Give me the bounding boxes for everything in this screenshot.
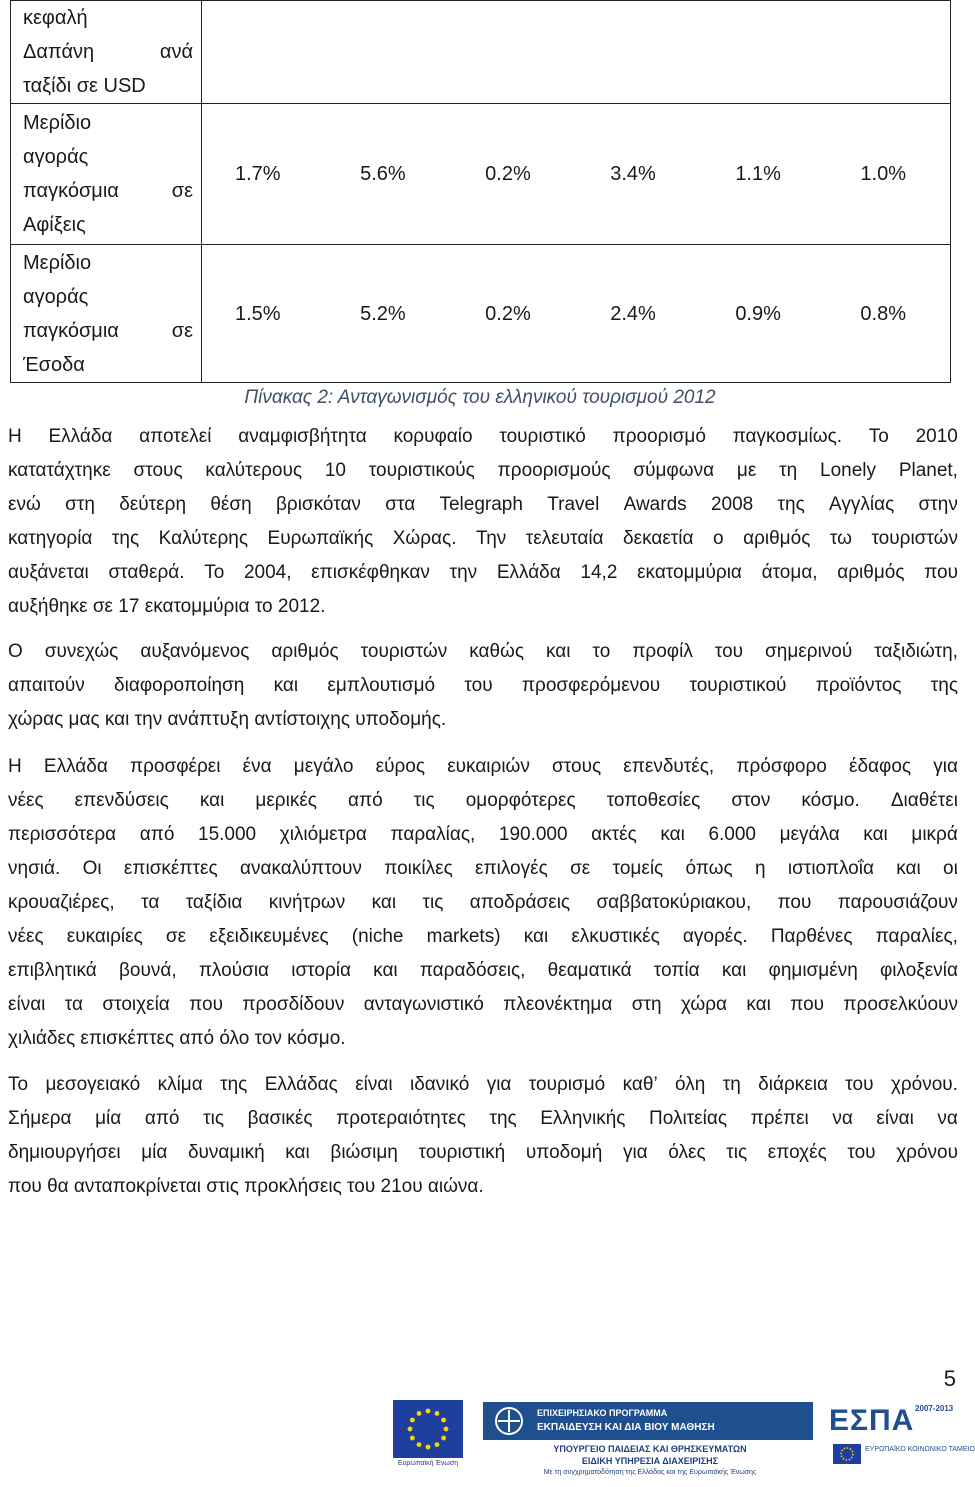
row-label-text: παγκόσμια	[23, 180, 119, 202]
paragraph-line: απαιτούν διαφοροποίηση και εμπλουτισμό του προσφερόμενου τουριστικού προϊόντος της	[8, 675, 958, 696]
program-line1: ΕΠΙΧΕΙΡΗΣΙΑΚΟ ΠΡΟΓΡΑΜΜΑ	[537, 1408, 668, 1418]
eu-logo	[385, 1400, 471, 1476]
table-cell-value: 1.1%	[735, 163, 781, 185]
row-label-text: αγοράς	[23, 285, 89, 308]
eu-star-icon	[435, 1411, 440, 1416]
eu-star-icon	[435, 1442, 440, 1447]
row-label-line	[23, 69, 193, 103]
row-label-text: σε	[171, 319, 193, 342]
body-paragraph	[8, 1068, 958, 1204]
cofinance-note: Με τη συγχρηματοδότηση της Ελλάδας και της Ευρωπαϊκής Ένωσης	[543, 1469, 757, 1476]
program-line2: ΕΚΠΑΙΔΕΥΣΗ ΚΑΙ ΔΙΑ ΒΙΟΥ ΜΑΘΗΣΗ	[537, 1422, 715, 1433]
paragraph-line: νέες επενδύσεις και μερικές από τις ομορφότερες τοποθεσίες στον κόσμο. Διαθέτει	[8, 790, 958, 811]
row-label	[11, 1, 202, 104]
paragraph-line: κρουαζιέρες, τα ταξίδια κινήτρων και τις αποδράσεις σαββατοκύριακου, που παρουσιάζουν	[8, 892, 958, 913]
row-label	[11, 245, 202, 383]
eu-star-icon	[417, 1442, 422, 1447]
row-label-line	[23, 1, 193, 35]
table-row	[11, 104, 951, 245]
paragraph-line: Ο συνεχώς αυξανόμενος αριθμός τουριστών καθώς και το προφίλ του σημερινού ταξιδιώτη,	[8, 641, 958, 662]
paragraph-line: αυξάνεται σταθερά. Το 2004, επισκέφθηκαν την Ελλάδα 14,2 εκατομμύρια άτομα, αριθμός που	[8, 562, 958, 583]
paragraph-line: Η Ελλάδα προσφέρει ένα μεγάλο εύρος ευκαιριών στους επενδυτές, πρόσφορο έδαφος για	[8, 756, 958, 777]
espa-logo	[825, 1400, 975, 1482]
row-values	[202, 1, 951, 104]
agency-name: ΕΙΔΙΚΗ ΥΠΗΡΕΣΙΑ ΔΙΑΧΕΙΡΙΣΗΣ	[581, 1456, 719, 1466]
eu-stars-icon	[833, 1444, 861, 1464]
row-values	[202, 245, 951, 383]
table-row	[11, 245, 951, 383]
paragraph-line: είναι τα στοιχεία που προσδίδουν ανταγωνιστικό πλεονέκτημα στη χώρα και που προσελκύουν	[8, 994, 958, 1015]
table-cell-value: 2.4%	[610, 302, 656, 325]
eu-star-icon	[441, 1418, 446, 1423]
espa-years: 2007-2013	[915, 1404, 954, 1413]
row-label-text: παγκόσμια	[23, 319, 119, 342]
row-label-text: Μερίδιο	[23, 251, 92, 274]
footer-logos	[385, 1398, 975, 1484]
competition-table	[10, 0, 951, 383]
eu-star-icon	[426, 1409, 431, 1414]
row-label	[11, 104, 202, 245]
page-number: 5	[943, 1366, 956, 1391]
row-label-text: Έσοδα	[23, 353, 85, 376]
paragraph-line: Το μεσογειακό κλίμα της Ελλάδας είναι ιδανικό για τουρισμό καθ’ όλη τη διάρκεια του χρόνου.	[8, 1074, 958, 1095]
table-cell-value: 5.2%	[360, 302, 406, 325]
eu-star-icon	[410, 1418, 415, 1423]
row-label-text: Αφίξεις	[23, 214, 86, 236]
table-cell-value: 1.5%	[235, 302, 281, 325]
espa-title: ΕΣΠΑ	[829, 1404, 915, 1437]
eu-star-icon	[417, 1411, 422, 1416]
row-label-line	[23, 106, 193, 140]
table-cell-value: 0.2%	[485, 163, 531, 185]
row-label-line	[23, 348, 193, 382]
eu-star-icon	[426, 1445, 431, 1450]
program-banner	[483, 1402, 813, 1440]
eu-star-icon	[410, 1436, 415, 1441]
row-label-line	[23, 35, 193, 69]
row-label-line	[23, 246, 193, 280]
eu-star-icon	[441, 1436, 446, 1441]
paragraph-line: δημιουργήσει μία δυναμική και βιώσιμη τουριστική υποδομή για όλες τις εποχές του χρόνου	[8, 1142, 958, 1163]
table-caption: Πίνακας 2: Ανταγωνισμός του ελληνικού τουρισμού 2012	[244, 387, 716, 408]
row-label-text: Δαπάνη	[23, 41, 95, 63]
paragraph-line: περισσότερα από 15.000 χιλιόμετρα παραλίας, 190.000 ακτές και 6.000 μεγάλα και μικρά	[8, 824, 958, 845]
paragraph-line: ενώ στη δεύτερη θέση βρισκόταν στα Telegraph Travel Awards 2008 της Αγγλίας στην	[8, 494, 958, 515]
paragraph-line: χιλιάδες επισκέπτες από όλο τον κόσμο.	[8, 1028, 346, 1049]
row-label-line	[23, 208, 193, 242]
paragraph-line: επιβλητικά βουνά, πλούσια ιστορία και παραδόσεις, θεαματικά τοπία και φημισμένη φιλοξενία	[8, 960, 958, 981]
eu-star-icon	[444, 1427, 449, 1432]
body-paragraph	[8, 635, 958, 737]
program-logo	[483, 1402, 813, 1480]
table-cell-value: 0.8%	[860, 302, 906, 325]
table-row	[11, 1, 951, 104]
row-label-text: ανά	[159, 41, 193, 63]
table-cell-value: 5.6%	[360, 163, 406, 185]
paragraph-line: κατατάχτηκε στους καλύτερους 10 τουριστικούς προορισμούς σύμφωνα με τη Lonely Planet,	[8, 460, 958, 481]
row-values	[202, 104, 951, 245]
row-label-text: Μερίδιο	[23, 112, 92, 134]
ministry-name: ΥΠΟΥΡΓΕΙΟ ΠΑΙΔΕΙΑΣ ΚΑΙ ΘΡΗΣΚΕΥΜΑΤΩΝ	[553, 1444, 747, 1454]
greek-emblem-icon	[489, 1405, 529, 1437]
paragraph-line: νησιά. Οι επισκέπτες ανακαλύπτουν ποικίλες επιλογές σε τομείς όπως η ιστιοπλοΐα και οι	[8, 858, 958, 879]
row-label-line	[23, 314, 193, 348]
row-label-text: κεφαλή	[23, 7, 88, 29]
table-cell-value: 1.0%	[860, 163, 906, 185]
table-cell-value: 0.2%	[485, 302, 531, 325]
row-label-line	[23, 174, 193, 208]
body-paragraph	[8, 750, 958, 1056]
table-cell-value: 3.4%	[610, 163, 656, 185]
paragraph-line: Σήμερα μία από τις βασικές προτεραιότητες της Ελληνικής Πολιτείας πρέπει να είναι να	[8, 1108, 958, 1129]
eu-flag-icon	[393, 1400, 463, 1458]
paragraph-line: χώρας μας και την ανάπτυξη αντίστοιχης υποδομής.	[8, 709, 447, 730]
eu-star-icon	[408, 1427, 413, 1432]
table-cell-value: 1.7%	[235, 163, 281, 185]
paragraph-line: που θα ανταποκρίνεται στις προκλήσεις του 21ου αιώνα.	[8, 1176, 484, 1197]
paragraph-line: Η Ελλάδα αποτελεί αναμφισβήτητα κορυφαίο τουριστικό προορισμό παγκοσμίως. Το 2010	[8, 426, 958, 447]
paragraph-line: αυξήθηκε σε 17 εκατομμύρια το 2012.	[8, 596, 326, 617]
row-label-text: ταξίδι σε USD	[23, 75, 146, 97]
row-label-line	[23, 280, 193, 314]
eu-caption: Ευρωπαϊκή Ένωση	[397, 1460, 459, 1467]
paragraph-line: κατηγορία της Καλύτερης Ευρωπαϊκής Χώρας. Την τελευταία δεκαετία ο αριθμός τω τουριστών	[8, 528, 958, 549]
table-cell-value: 0.9%	[735, 302, 781, 325]
paragraph-line: νέες ευκαιρίες σε εξειδικευμένες (niche markets) και ελκυστικές αγορές. Παρθένες παραλίες,	[8, 926, 958, 947]
espa-sub1: ΕΥΡΩΠΑΪΚΟ ΚΟΙΝΩΝΙΚΟ ΤΑΜΕΙΟ	[865, 1446, 975, 1453]
body-paragraph	[8, 420, 958, 624]
row-label-text: σε	[171, 180, 193, 202]
row-label-text: αγοράς	[23, 146, 89, 168]
row-label-line	[23, 140, 193, 174]
